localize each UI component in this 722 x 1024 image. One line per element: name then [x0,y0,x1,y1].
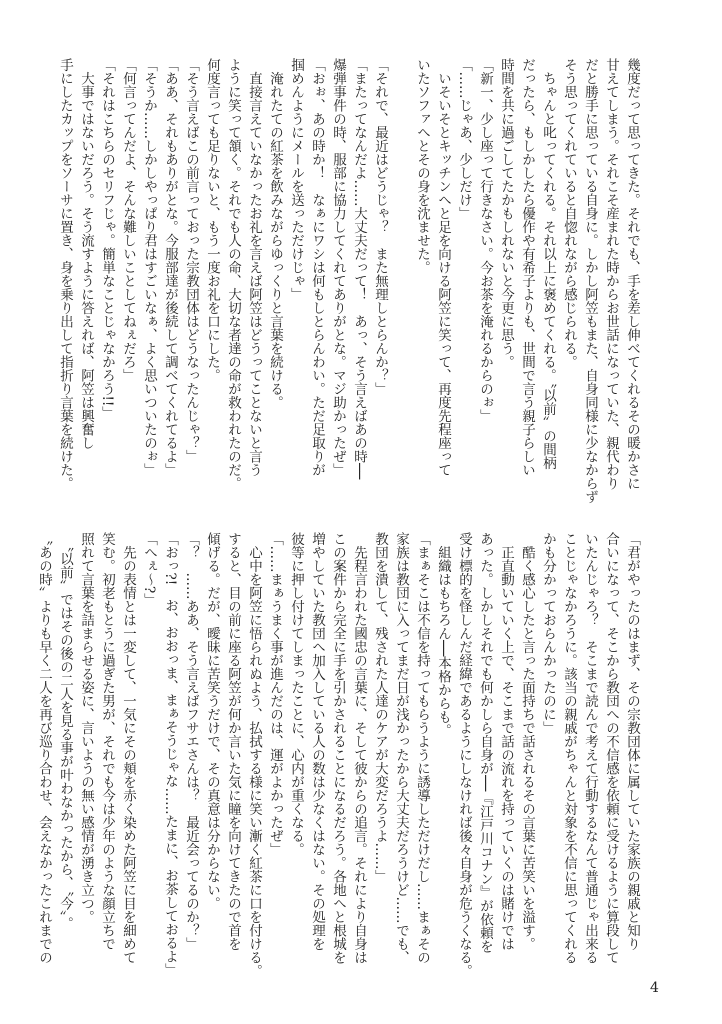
text-line: 「何言ってんだよ、そんな難しいことしてねぇだろ」 [120,58,136,382]
upper-text-block [57,58,642,504]
text-line: 「そうか……しかしやっぱり君はすごいなぁ、よく思いついたのぉ」 [141,58,157,477]
text-line: 組織はもちろん──本格からも。 [435,532,451,738]
text-line: 教団を潰して、残された人達のケアが大変だろうよ……」 [372,532,388,883]
text-line: 「……まぁうまく事が進んだのは、運がよかったぜ」 [267,532,283,856]
text-line: 爆弾事件の時、服部に協力してくれてありがとな。マジ助かったぜ」 [330,58,346,477]
text-line: 合いになって、そこから教団への不信感を依頼に受けるように算段して [603,532,619,964]
text-line: 「そう言えばこの前言っておった宗教団体はどうなったんじゃ？」 [183,58,199,463]
text-line: ちゃんと叱ってくれる。それ以上に褒めてくれる。〝以前〟の間柄 [540,58,556,470]
text-line: 彼等に押し付けてしまったことに、心内が重くなる。 [288,532,304,856]
text-line: 「おっ?! お、おおっま、まぁそうじゃな……たまに、お茶しておるよ」 [162,532,178,977]
text-line: 手にしたカップをソーサに置き、身を乗り出して指折り言葉を続けた。 [57,58,73,490]
text-line: 大事ではないだろう。そう流すように答えれば、阿笠は興奮し [78,58,94,450]
text-line: この案件から完全に手を引かされることになるだろう。各地へと根城を [330,532,346,964]
text-line: 照れて言葉を詰まらせる姿に、言いようの無い感情が湧き立つ。 [78,532,94,924]
text-line: 正直動いていく上で、そこまで話の流れを持っていくのは賭けでは [498,532,514,951]
page-number: 4 [650,980,659,996]
text-line: 傾げる。だが、曖昧に苦笑うだけで、その真意は分からない。 [204,532,220,910]
text-line: 直接言えていなかったお礼を言えば阿笠はどうってことないと言う [246,58,262,477]
text-line: 幾度だって思ってきた。それでも、手を差し伸べてくれるその暖かさに [624,58,640,490]
text-line: いそいそとキッチンへと足を向ける阿笠に笑って、再度先程座って [435,58,451,477]
text-line: 時間を共に過ごしてたかもしれないと今更に思う。 [498,58,514,369]
text-line: 心中を阿笠に悟られぬよう、払拭する様に笑い漸く紅茶に口を付ける。 [246,532,262,978]
text-line: 〝あの時〟よりも早く二人を再び巡り合わせ、会えなかったこれまでの [36,532,52,964]
text-line: 先程言われた國忠の言葉に、そして彼からの追言。それにより自身は [351,532,367,964]
text-line: 「……じゃあ、少しだけ」 [456,58,472,220]
text-line [390,58,411,490]
text-line: だと勝手に思っている自身に。しかし阿笠もまた、自身同様に少なからず [582,58,598,504]
text-line: 家族は教団に入ってまだ日が浅かったから大丈夫だろうけど……でも、 [393,532,409,964]
text-line: 「へぇ〜?」 [141,532,157,607]
text-line: ことじゃなかろうに。該当の親戚がちゃんと対象を不信に思ってくれる [561,532,577,964]
text-line: あった。しかしそれでも何かしら自身が──『江戸川コナン』が依頼を [477,532,493,954]
text-line: 「おぉ、あの時か！ なぁにワシは何もしとらんわい。ただ足取りが [309,58,325,477]
text-line: すると、目の前に座る阿笠が何か言いた気に瞳を向けてきたので首を [225,532,241,951]
text-line: 「新一、少し座って行きなさい。今お茶を淹れるからのぉ」 [477,58,493,423]
text-line: 「ああ、それもありがとな。今服部達が後続して調べてくれてるよ」 [162,58,178,477]
text-line: 「君がやったのはまず、その宗教団体に属していた家族の親戚と知り [624,532,640,951]
text-line: 「それはこちらのセリフじゃ。簡単なことじゃなかろう!!」 [99,58,115,420]
text-line: 笑む。初老もとうに過ぎた男が、それでも今は少年のような顔立ちで [99,532,115,951]
text-line: 「？ ……ああ、そう言えばフサエさんは？ 最近会ってるのか？」 [183,532,199,951]
text-line: ように笑って頷く。それでも人の命、大切な者達の命が救われたのだ。 [225,58,241,490]
text-line: 増やしていた教団へ加入している人の数は少なくはない。その処理を [309,532,325,951]
text-line: 「それで、最近はどうじゃ？ また無理しとらんか？」 [372,58,388,396]
text-line: 淹れたての紅茶を飲みながらゆっくりと言葉を続ける。 [267,58,283,409]
text-line: 酷く感心したと言った面持ちで話されるその言葉に苦笑いを溢す。 [519,532,535,951]
text-line: 「まぁそこは不信を持ってもらうように誘導しただけだし……まぁその [414,532,430,964]
text-line: そう思ってくれていると自惚れながら感じられる。 [561,58,577,369]
text-line: 何度言っても足りないと、もう一度お礼を口にした。 [204,58,220,382]
lower-text-block [36,532,642,978]
text-line: いたソファへとその身を沈ませた。 [414,58,430,274]
text-line: 先の表情とは一変して、一気にその頬を赤く染めた阿笠に目を細めて [120,532,136,964]
text-line: 受け標的を怪しんだ経緯であるようにしなければ後々自身が危うくなる。 [456,532,472,978]
text-line: だったら、もしかしたら優作や有希子よりも、世間で言う親子らしい [519,58,535,477]
text-line: 〝以前〟ではその後の二人を見る事が叶わなかったから、〝今〟。 [57,532,73,931]
text-line: 「またってなんだよ……大丈夫だって！ あっ、そう言えばあの時── [351,58,367,480]
text-line: 掴めんようにメールを送っただけじゃ」 [288,58,304,301]
text-line: 甘えてしまう。それこそ産まれた時からお世話になっていた、親代わり [603,58,619,490]
text-line: かも分かっておらんかったのに」 [540,532,556,735]
text-line: いたんじゃろ？ そこまで読んで考えて行動するなんて普通じゃ出来る [582,532,598,964]
